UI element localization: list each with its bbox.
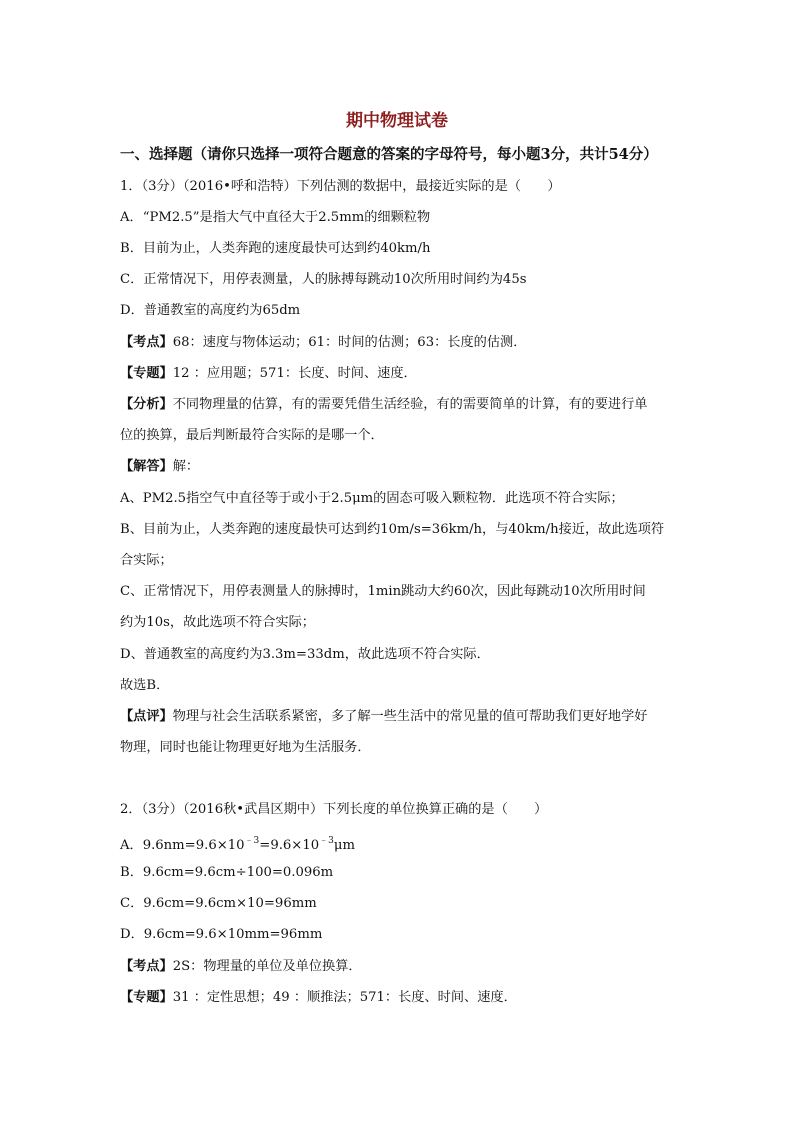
question-1-dianping-cont: 物理，同时也能让物理更好地为生活服务．: [120, 740, 371, 755]
question-1-option-d: D．普通教室的高度约为65dm: [120, 303, 301, 318]
question-2-option-d: D．9.6cm=9.6×10mm=96mm: [120, 927, 323, 942]
solution-a: A、PM2.5指空气中直径等于或小于2.5μm的固态可吸入颗粒物．此选项不符合实际；: [120, 491, 624, 506]
solution-d: D、普通教室的高度约为3.3m=33dm，故此选项不符合实际．: [120, 647, 490, 662]
question-1-fenxi-cont: 位的换算，最后判断最符合实际的是哪一个．: [120, 428, 384, 443]
question-1-jieda: [120, 458, 199, 476]
question-2-option-a: [120, 832, 355, 855]
question-1-stem: 1．（3分）（2016•呼和浩特）下列估测的数据中，最接近实际的是（ ）: [120, 179, 561, 194]
section-heading: 一、选择题（请你只选择一项符合题意的答案的字母符号，每小题3分，共计54分）: [120, 146, 658, 163]
jieda-text: 解：: [172, 459, 200, 474]
page-title: 期中物理试卷: [346, 111, 448, 131]
question-1-fenxi: [120, 396, 648, 414]
solution-c-2: 约为10s，故此选项不符合实际；: [120, 615, 315, 630]
question-2-option-c: C．9.6cm=9.6cm×10=96mm: [120, 896, 317, 911]
kaodian-tag: 【考点】: [120, 959, 173, 974]
option-a-part3: μm: [333, 838, 355, 853]
zhuanti-tag: 【专题】: [120, 366, 173, 381]
dianping-tag: 【点评】: [120, 709, 173, 724]
question-1-dianping: [120, 708, 648, 726]
option-a-exponent-1: ﹣3: [244, 836, 260, 846]
kaodian-text: 68：速度与物体运动；61：时间的估测；63：长度的估测．: [172, 335, 527, 350]
zhuanti-text: 31 ：定性思想；49 ：顺推法；571：长度、时间、速度．: [172, 990, 517, 1005]
question-2-option-b: B．9.6cm=9.6cm÷100=0.096m: [120, 865, 334, 880]
jieda-tag: 【解答】: [120, 459, 173, 474]
question-1-option-c: C．正常情况下，用停表测量，人的脉搏每跳动10次所用时间约为45s: [120, 272, 527, 287]
kaodian-text: 2S：物理量的单位及单位换算．: [172, 959, 362, 974]
answer: 故选B．: [120, 678, 170, 693]
zhuanti-tag: 【专题】: [120, 990, 173, 1005]
question-2-zhuanti: [120, 989, 517, 1007]
question-2-stem: 2．（3分）（2016秋•武昌区期中）下列长度的单位换算正确的是（ ）: [120, 802, 548, 817]
question-1-option-a: A．“PM2.5”是指大气中直径大于2.5mm的细颗粒物: [120, 210, 431, 225]
option-a-part2: =9.6×10: [259, 838, 320, 853]
solution-b-1: B、目前为止，人类奔跑的速度最快可达到约10m/s=36km/h，与40km/h接近，故此选项符: [120, 522, 665, 537]
dianping-text-1: 物理与社会生活联系紧密，多了解一些生活中的常见量的值可帮助我们更好地学好: [172, 709, 648, 724]
zhuanti-text: 12 ：应用题；571：长度、时间、速度．: [172, 366, 417, 381]
solution-c-1: C、正常情况下，用停表测量人的脉搏时，1min跳动大约60次，因此每跳动10次所用时间: [120, 584, 646, 599]
question-2-kaodian: [120, 958, 362, 976]
solution-b-2: 合实际；: [120, 553, 173, 568]
kaodian-tag: 【考点】: [120, 335, 173, 350]
question-1-kaodian: [120, 334, 526, 352]
fenxi-tag: 【分析】: [120, 397, 173, 412]
fenxi-text-1: 不同物理量的估算，有的需要凭借生活经验，有的需要简单的计算，有的要进行单: [172, 397, 648, 412]
option-a-part1: A．9.6nm=9.6×10: [120, 838, 245, 853]
option-a-exponent-2: ﹣3: [319, 836, 334, 846]
question-1-zhuanti: [120, 365, 417, 383]
question-1-option-b: B．目前为止，人类奔跑的速度最快可达到约40km/h: [120, 241, 431, 256]
